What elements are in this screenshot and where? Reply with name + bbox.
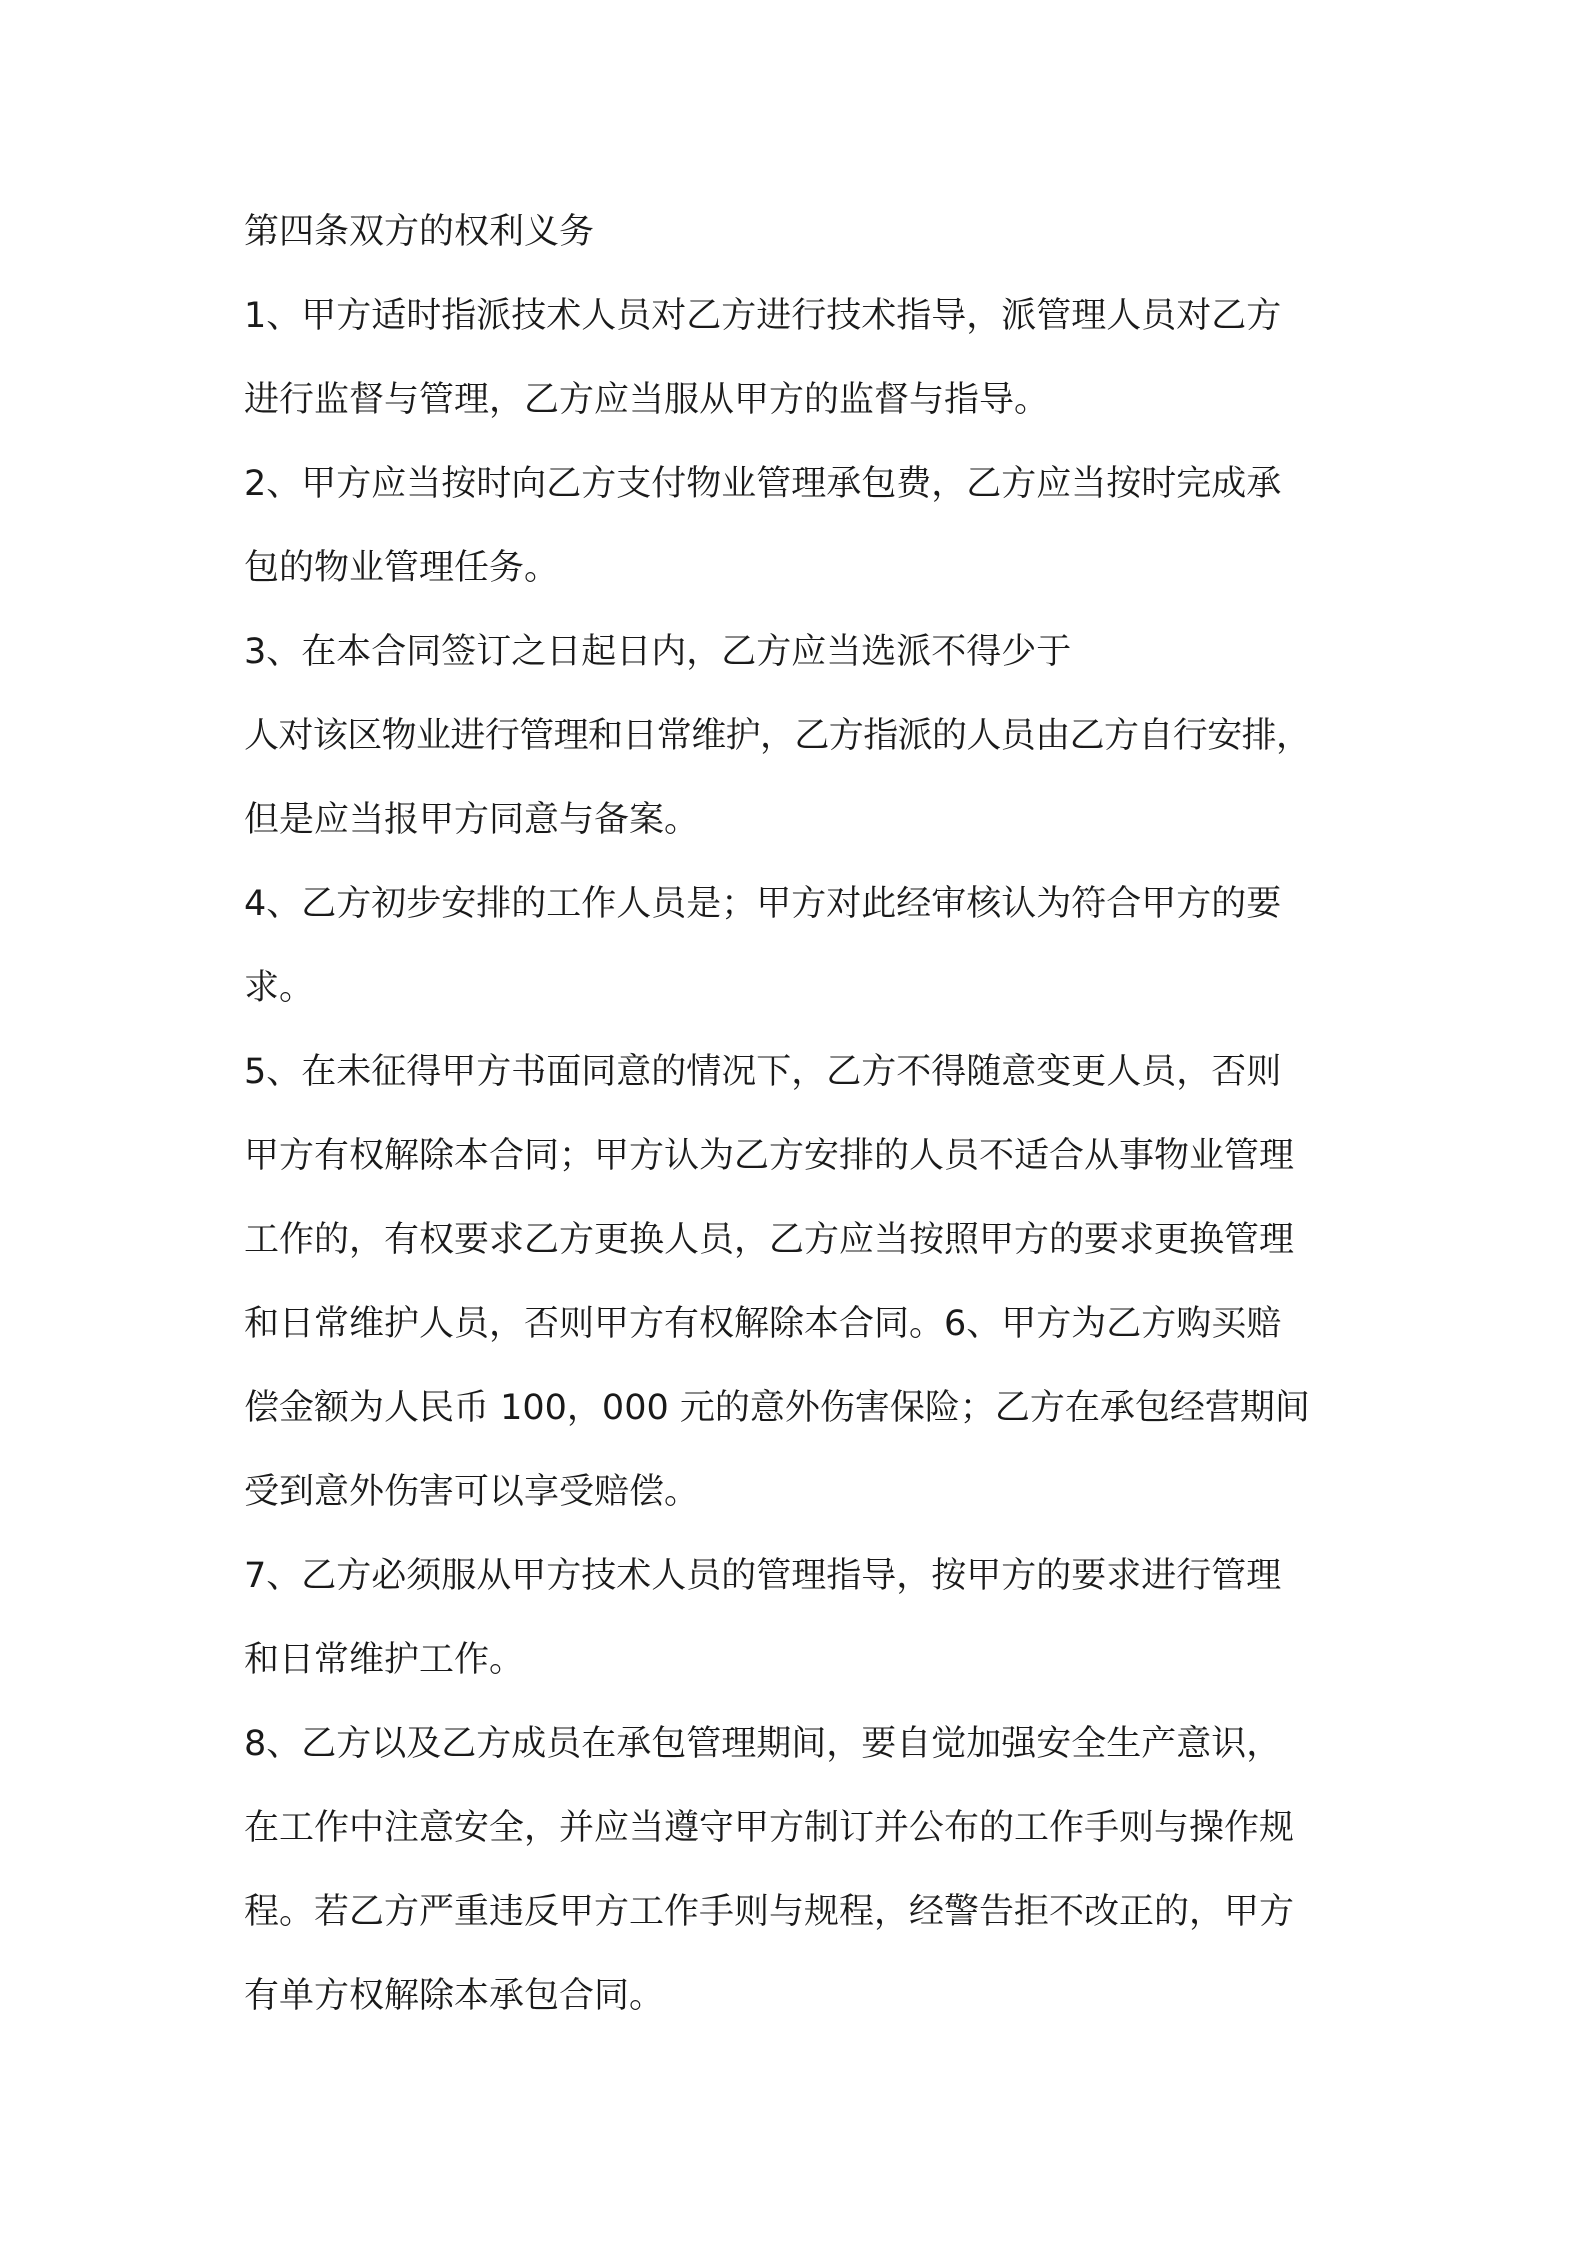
text-line: 8、乙方以及乙方成员在承包管理期间，要自觉加强安全生产意识， [244, 1724, 1282, 1764]
text-line: 偿金额为人民币 100，000 元的意外伤害保险；乙方在承包经营期间 [244, 1388, 1310, 1428]
text-line: 1、甲方适时指派技术人员对乙方进行技术指导，派管理人员对乙方 [244, 296, 1282, 336]
text-line: 人对该区物业进行管理和日常维护，乙方指派的人员由乙方自行安排， [244, 716, 1311, 756]
text-line: 有单方权解除本承包合同。 [244, 1976, 665, 2016]
document-body [244, 190, 1364, 2038]
text-line: 包的物业管理任务。 [244, 548, 560, 588]
text-line: 和日常维护工作。 [244, 1640, 525, 1680]
text-line: 工作的，有权要求乙方更换人员，乙方应当按照甲方的要求更换管理 [244, 1220, 1295, 1260]
text-line: 甲方有权解除本合同；甲方认为乙方安排的人员不适合从事物业管理 [244, 1136, 1295, 1176]
text-line: 在工作中注意安全，并应当遵守甲方制订并公布的工作手则与操作规 [244, 1808, 1295, 1848]
text-line: 3、在本合同签订之日起日内，乙方应当选派不得少于 [244, 632, 1072, 672]
text-line: 求。 [244, 968, 315, 1008]
text-line: 2、甲方应当按时向乙方支付物业管理承包费，乙方应当按时完成承 [244, 464, 1282, 504]
text-line: 7、乙方必须服从甲方技术人员的管理指导，按甲方的要求进行管理 [244, 1556, 1282, 1596]
text-line: 4、乙方初步安排的工作人员是；甲方对此经审核认为符合甲方的要 [244, 884, 1282, 924]
section-heading: 第四条双方的权利义务 [244, 212, 595, 252]
text-line: 受到意外伤害可以享受赔偿。 [244, 1472, 700, 1512]
text-line: 和日常维护人员，否则甲方有权解除本合同。6、甲方为乙方购买赔 [244, 1304, 1282, 1344]
text-line: 程。若乙方严重违反甲方工作手则与规程，经警告拒不改正的，甲方 [244, 1892, 1295, 1932]
text-line: 但是应当报甲方同意与备案。 [244, 800, 700, 840]
text-line: 5、在未征得甲方书面同意的情况下，乙方不得随意变更人员，否则 [244, 1052, 1282, 1092]
text-line: 进行监督与管理，乙方应当服从甲方的监督与指导。 [244, 380, 1050, 420]
